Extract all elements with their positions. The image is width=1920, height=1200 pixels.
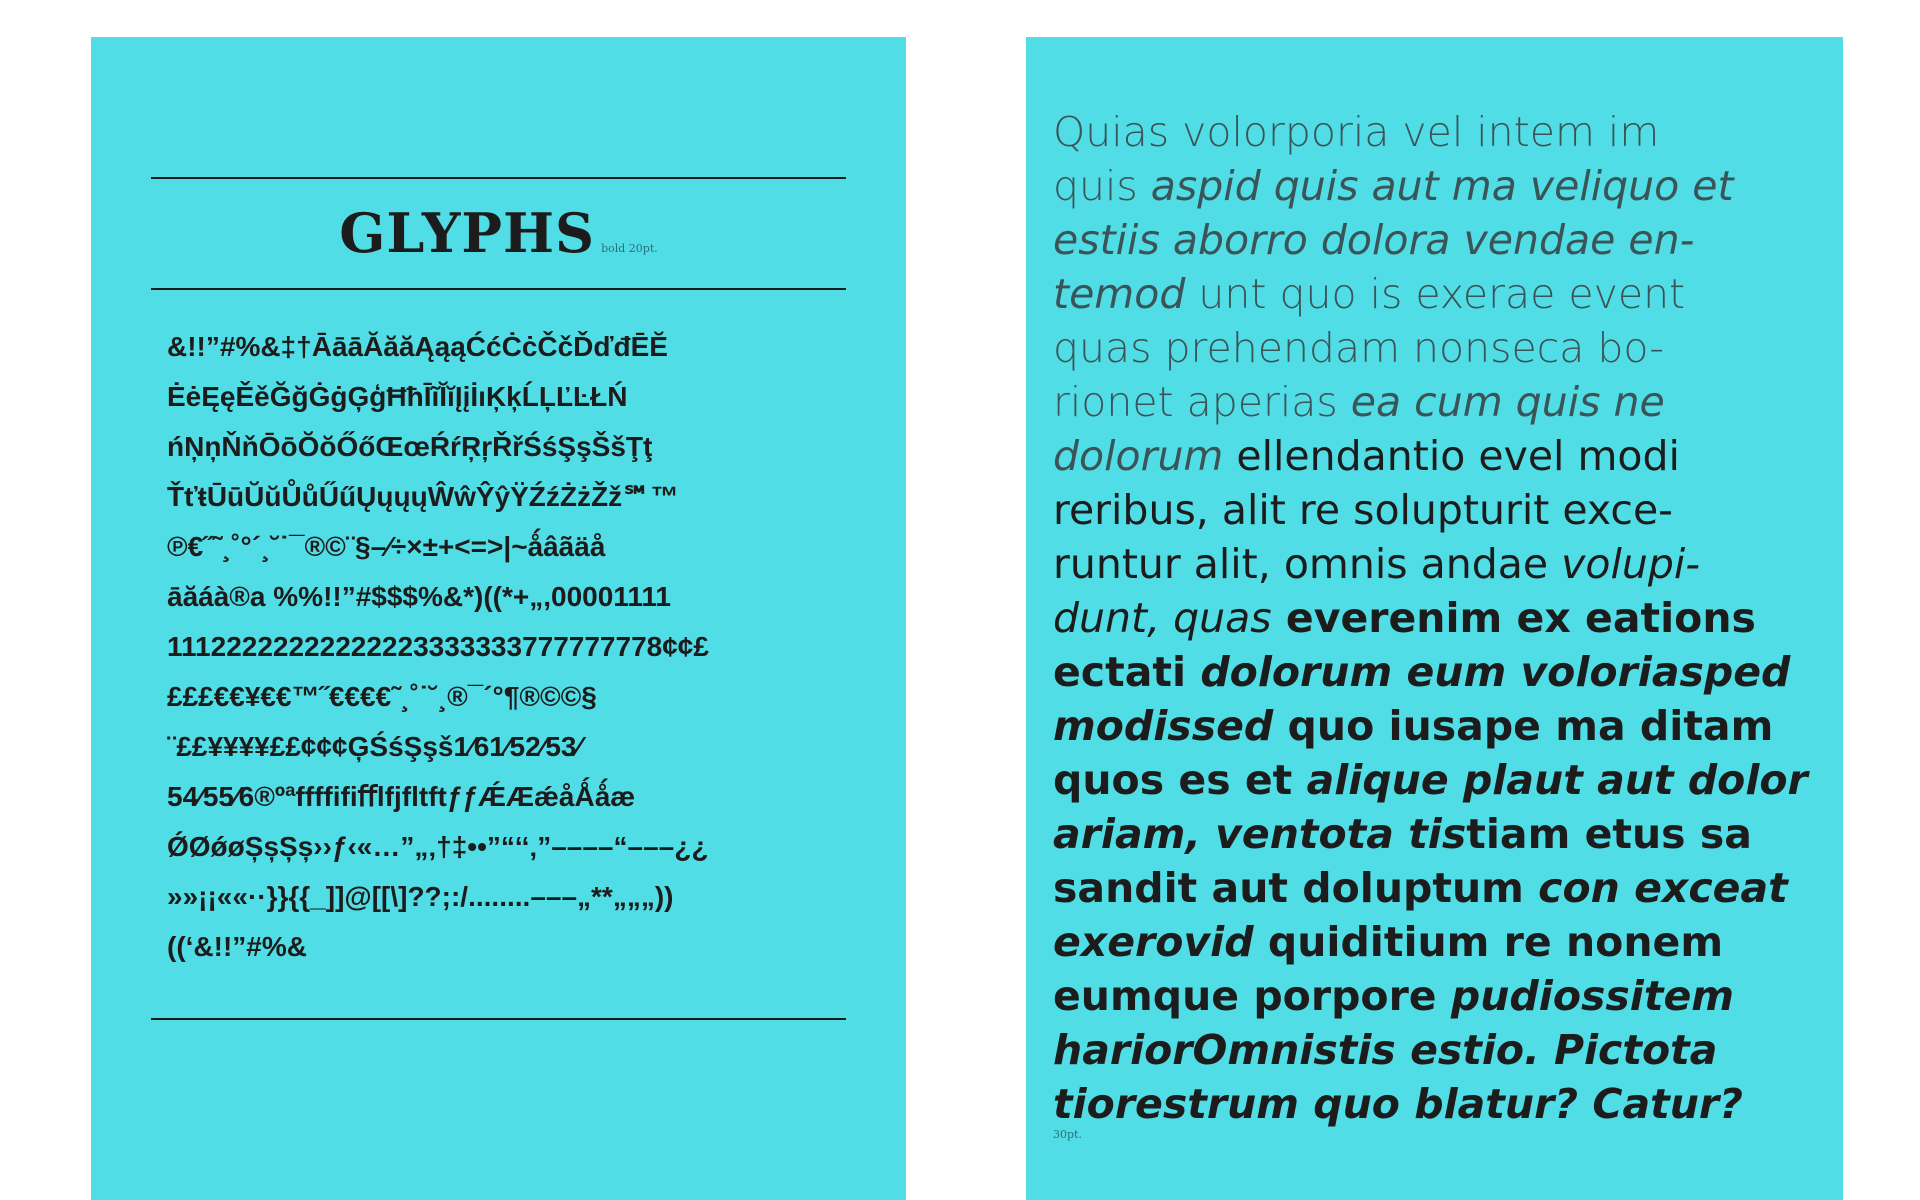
specimen-run: quos es et [1053,756,1307,804]
specimen-line [1053,267,1833,321]
glyph-line: ŤťŧŪūŬŭŮůŰűŲųųųŴŵŶŷŸŹźŻżŽž℠™ [167,481,679,512]
specimen-run: con exceat [1538,864,1788,912]
specimen-run: modissed [1053,702,1274,750]
glyph-line: ǾØǿøȘșȘș››ƒ‹«…”„‚†‡••”“‘‘‚”––––“–––¿¿ [167,831,709,862]
specimen-run: dunt, quas [1053,594,1272,642]
specimen-size-note: 30pt. [1053,1128,1082,1141]
specimen-line [1053,753,1833,807]
glyph-line: £££€€¥€€™˝€€€€˜¸˚˙˘¸®¯´°¶®©©§ [167,681,597,712]
specimen-line [1053,483,1833,537]
specimen-run: ariam, ventota tis [1053,810,1467,858]
specimen-run: Quias volorporia vel intem im [1053,108,1660,156]
bottom-divider [151,1018,846,1020]
specimen-line [1053,861,1833,915]
specimen-run: sandit aut doluptum [1053,864,1539,912]
specimen-line [1053,699,1833,753]
glyphs-title: GLYPHS [339,201,596,265]
glyph-line: 54⁄55⁄6®ºªffffifiﬀlfjfltftƒƒǼÆǽåǺǻæ [167,781,636,812]
specimen-run: tiam etus sa [1466,810,1752,858]
specimen-run: hariorOmnistis estio. Pictota [1053,1026,1718,1074]
specimen-run: runtur alit, omnis andae [1053,540,1562,588]
top-divider [151,177,846,179]
specimen-line [1053,375,1833,429]
specimen-run: alique plaut aut dolor [1306,756,1808,804]
glyph-line: ((‘&!!”#%& [167,931,307,962]
specimen-run: rionet aperias [1053,378,1351,426]
glyph-line: ¨££¥¥¥¥££¢¢¢ĢŚśŞşš1⁄61⁄52⁄53⁄ [167,731,582,762]
specimen-line [1053,1077,1833,1131]
specimen-run: pudiossitem [1450,972,1734,1020]
glyphs-page [91,37,906,1200]
specimen-line [1053,807,1833,861]
specimen-run: ea cum quis ne [1350,378,1665,426]
specimen-run: estiis aborro dolora vendae en- [1053,216,1695,264]
glyph-line: 11122222222222223333333777777778¢¢£ [167,631,709,662]
specimen-line [1053,915,1833,969]
specimen-line [1053,429,1833,483]
specimen-run: volupi- [1561,540,1701,588]
glyph-line: ℗€˝˜¸˚°´¸˘˙¯®©¨§–⁄÷×±+<=>|~ǻâãäå [167,531,606,562]
specimen-run: reribus, alit re solupturit exce- [1053,486,1673,534]
specimen-line [1053,159,1833,213]
specimen-line [1053,213,1833,267]
specimen-line [1053,591,1833,645]
glyph-line: »»¡¡««··}}{{_]]@[[\]??;:/........–––„**„„„)) [167,881,674,912]
specimen-line [1053,537,1833,591]
specimen-page [1026,37,1843,1200]
specimen-run: quis [1053,162,1151,210]
specimen-run: quas prehendam nonseca bo- [1053,324,1665,372]
specimen-line [1053,105,1833,159]
specimen-run: ellendantio evel modi [1223,432,1680,480]
glyph-line: āăáà®a %%!!”#$$$%&*)((*+„,00001111 [167,581,671,612]
glyph-line: ńŅņŇňŌōŎŏŐőŒœŔŕŖŗŘřŚśŞşŠšŢţ [167,431,653,462]
specimen-run: aspid quis aut ma veliquo et [1150,162,1734,210]
specimen-run: ectati [1053,648,1201,696]
specimen-run: dolorum [1053,432,1224,480]
type-specimen-text [1053,105,1833,1131]
specimen-run: tiorestrum quo blatur? Catur? [1053,1080,1743,1128]
glyphs-size-note: bold 20pt. [601,242,658,255]
specimen-run: unt quo is exerae event [1185,270,1686,318]
heading-divider [151,288,846,290]
specimen-run: temod [1053,270,1186,318]
specimen-run: quiditium re nonem [1253,918,1724,966]
specimen-line [1053,645,1833,699]
specimen-line [1053,969,1833,1023]
glyph-line: ĖėĘęĚěĞğĠġĢģĦħĪĩĬĭĮįİıĶķĹĻĽĿŁŃ [167,381,628,412]
specimen-run: dolorum eum voloriasped [1200,648,1791,696]
specimen-line [1053,1023,1833,1077]
specimen-run: eumque porpore [1053,972,1451,1020]
specimen-run: everenim ex eations [1271,594,1756,642]
specimen-run: quo iusape ma ditam [1273,702,1774,750]
specimen-run: exerovid [1053,918,1254,966]
glyph-set [167,322,847,972]
glyphs-heading [151,201,846,265]
glyph-line: &!!”#%&‡†ĀāāĂăăĄąąĆćĊċČčĎďđĒĔ [167,331,668,362]
specimen-line [1053,321,1833,375]
